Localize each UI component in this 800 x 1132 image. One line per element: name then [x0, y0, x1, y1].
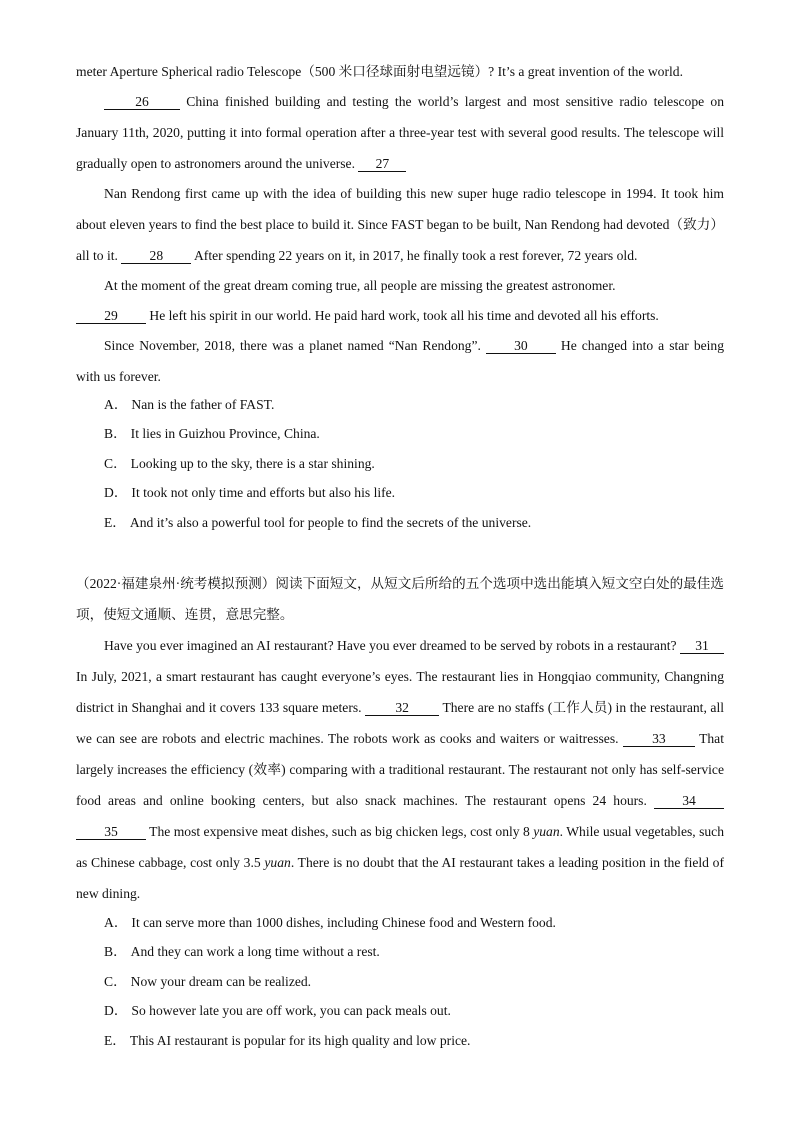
passage2-option-d[interactable]: D． So however late you are off work, you can pack meals out.: [104, 1003, 451, 1018]
passage1-option-a[interactable]: A． Nan is the father of FAST.: [104, 397, 275, 412]
paragraph-text: That largely increases the efficiency (效率) comparing with a traditional restaurant. The restaurant not only has self-service food areas and online booking centers, but also snack machines. The restaurant opens 24 hours.: [76, 731, 724, 808]
paragraph-text: Nan Rendong first came up with the idea of building this new super huge radio telescope in 1994. It took him about eleven years to find the best place to build it. Since FAST began to be built, Nan Rendong had devoted（致力）all to it.: [76, 186, 724, 263]
passage1-line1: meter Aperture Spherical radio Telescope（500 米口径球面射电望远镜）? It’s a great invention of the world.: [76, 64, 683, 79]
passage2-option-b[interactable]: B． And they can work a long time without a rest.: [104, 944, 380, 959]
paragraph-text: He changed into a star being with us forever.: [76, 338, 725, 384]
blank-32[interactable]: 32: [365, 701, 439, 716]
paragraph-text: China finished building and testing the world’s largest and most sensitive radio telescope on January 11th, 2020, putting it into formal operation after a three-year test with several good results. The telescope will gradually open to astronomers around the universe.: [76, 94, 724, 171]
passage1-paragraph2: [76, 86, 724, 179]
paragraph-text: There are no staffs (工作人员) in the restaurant, all we can see are robots and electric machines. The robots work as cooks and waiters or waitresses.: [76, 700, 724, 746]
passage1-paragraph3: [76, 178, 724, 271]
paragraph-text: Since November, 2018, there was a planet named “Nan Rendong”.: [104, 338, 481, 353]
blank-35[interactable]: 35: [76, 825, 146, 840]
passage1-option-e[interactable]: E． And it’s also a powerful tool for people to find the secrets of the universe.: [104, 515, 532, 530]
paragraph-text: In July, 2021, a smart restaurant has caught everyone’s eyes. The restaurant lies in Hongqiao community, Changning district in Shanghai and it covers 133 square meters.: [76, 669, 724, 715]
paragraph-text: He left his spirit in our world. He paid hard work, took all his time and devoted all his efforts.: [149, 308, 659, 323]
passage1-option-c[interactable]: C． Looking up to the sky, there is a star shining.: [104, 456, 375, 471]
paragraph-text: Have you ever imagined an AI restaurant? Have you ever dreamed to be served by robots in a restaurant?: [104, 638, 677, 653]
passage1-option-d[interactable]: D． It took not only time and efforts but also his life.: [104, 485, 396, 500]
passage2-paragraph: [76, 630, 724, 909]
passage2-option-c[interactable]: C． Now your dream can be realized.: [104, 974, 312, 989]
currency-word: yuan: [533, 824, 560, 839]
paragraph-text: . While usual vegetables, such as Chinese cabbage, cost only 3.5: [76, 824, 725, 870]
blank-29[interactable]: 29: [76, 309, 146, 324]
passage1-paragraph5: [76, 300, 724, 331]
blank-33[interactable]: 33: [623, 732, 695, 747]
blank-26[interactable]: 26: [104, 95, 180, 110]
currency-word: yuan: [264, 855, 291, 870]
paragraph-text: . There is no doubt that the AI restaurant takes a leading position in the field of new dining.: [76, 855, 725, 901]
passage1-option-b[interactable]: B． It lies in Guizhou Province, China.: [104, 426, 320, 441]
passage2-option-e[interactable]: E． This AI restaurant is popular for its high quality and low price.: [104, 1033, 471, 1048]
blank-30[interactable]: 30: [486, 339, 556, 354]
passage1-paragraph4: At the moment of the great dream coming true, all people are missing the greatest astronomer.: [104, 278, 616, 293]
paragraph-text: The most expensive meat dishes, such as big chicken legs, cost only 8: [149, 824, 530, 839]
blank-27[interactable]: 27: [358, 157, 406, 172]
passage1-paragraph6: [76, 330, 724, 392]
blank-31[interactable]: 31: [680, 639, 724, 654]
blank-34[interactable]: 34: [654, 794, 724, 809]
blank-28[interactable]: 28: [121, 249, 191, 264]
passage2-instructions: （2022·福建泉州·统考模拟预测）阅读下面短文，从短文后所给的五个选项中选出能填入短文空白处的最佳选项，使短文通顺、连贯，意思完整。: [76, 576, 724, 622]
passage2-option-a[interactable]: A． It can serve more than 1000 dishes, including Chinese food and Western food.: [104, 915, 556, 930]
paragraph-text: After spending 22 years on it, in 2017, he finally took a rest forever, 72 years old.: [193, 248, 638, 263]
